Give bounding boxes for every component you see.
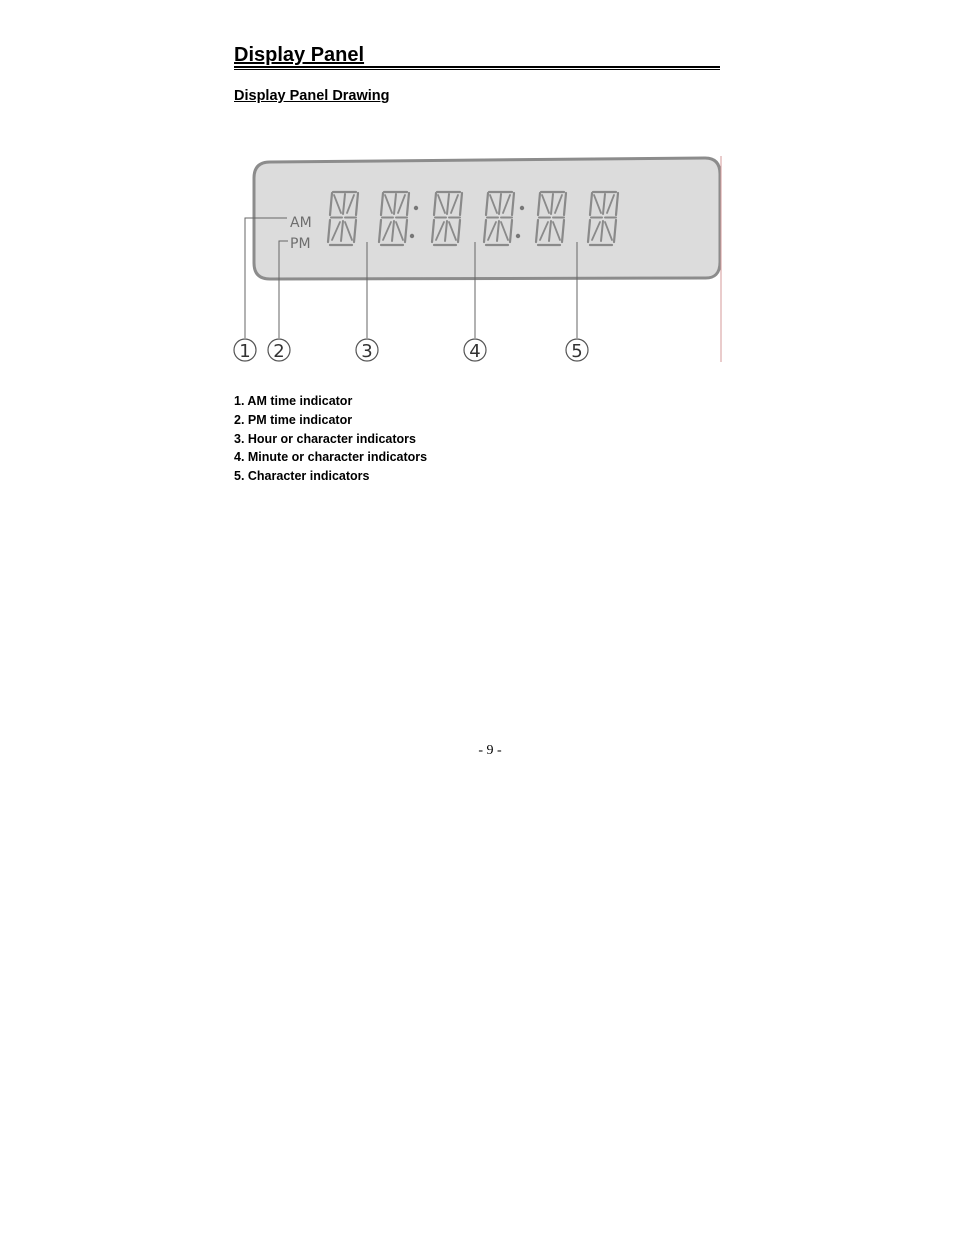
title-rule-thick bbox=[234, 66, 720, 68]
colon-dot bbox=[516, 234, 520, 238]
legend-item: 1. AM time indicator bbox=[234, 394, 353, 408]
legend-item: 4. Minute or character indicators bbox=[234, 450, 428, 465]
svg-text:1: 1 bbox=[239, 341, 251, 362]
display-panel-diagram bbox=[230, 150, 724, 366]
title-rule-thin bbox=[234, 69, 720, 70]
section-subtitle: Display Panel Drawing bbox=[234, 88, 390, 104]
legend-item: 5. Character indicators bbox=[234, 469, 370, 484]
legend-item: 2. PM time indicator bbox=[234, 412, 353, 427]
svg-text:3: 3 bbox=[361, 341, 373, 362]
am-indicator-label: AM bbox=[290, 215, 312, 231]
pm-indicator-label: PM bbox=[290, 236, 311, 252]
svg-text:2: 2 bbox=[273, 341, 285, 362]
callout-5 bbox=[566, 339, 588, 362]
colon-dot bbox=[414, 206, 418, 210]
legend-item: 3. Hour or character indicators bbox=[234, 431, 417, 446]
page-title: Display Panel bbox=[234, 44, 365, 66]
callout-4 bbox=[464, 339, 486, 362]
callout-2 bbox=[268, 339, 290, 362]
svg-text:5: 5 bbox=[571, 341, 583, 362]
svg-text:4: 4 bbox=[469, 341, 481, 362]
callout-3 bbox=[356, 339, 378, 362]
indicator-legend bbox=[234, 392, 427, 486]
colon-dot bbox=[410, 234, 414, 238]
callout-1 bbox=[234, 339, 256, 362]
page-number: - 9 - bbox=[478, 743, 502, 758]
colon-dot bbox=[520, 206, 524, 210]
